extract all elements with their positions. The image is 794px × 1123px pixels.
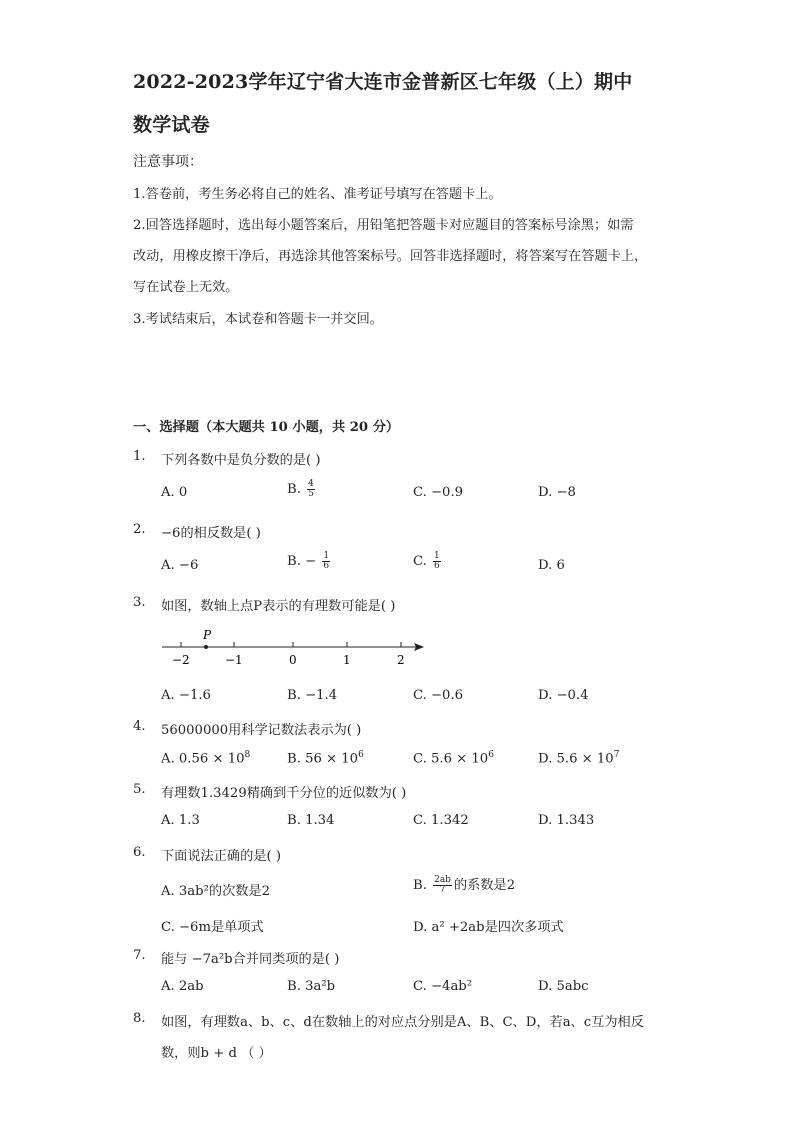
question-number: 5.: [133, 782, 146, 797]
question-text: 下列各数中是负分数的是( ): [161, 453, 321, 468]
option-label: C.: [413, 554, 427, 569]
option-a: A. 1.3: [161, 813, 200, 828]
exponent: 6: [488, 750, 494, 760]
fraction: [433, 876, 452, 895]
option-a: A. −1.6: [161, 688, 211, 703]
option-c: C. −4ab²: [413, 979, 473, 994]
numerator: 4: [308, 479, 314, 489]
question-text: 下面说法正确的是( ): [161, 849, 281, 864]
question-number: 7.: [133, 948, 146, 963]
note-2: 2.回答选择题时，选出每小题答案后，用铅笔把答题卡对应题目的答案标号涂黑；如需: [133, 218, 634, 233]
option-a: A. 0: [161, 485, 188, 500]
option-text: 的系数是2: [453, 878, 516, 893]
option-d: D. 1.343: [538, 813, 595, 828]
question-text: −6的相反数是( ): [161, 526, 261, 541]
point-label: P: [203, 628, 212, 642]
option-c: C. −6m是单项式: [161, 920, 264, 935]
section-title: 一、选择题（本大题共 10 小题，共 20 分）: [133, 420, 400, 435]
tick-label: 2: [397, 653, 405, 667]
exponent: 7: [613, 750, 620, 760]
numerator: 1: [323, 551, 330, 561]
question-text: 能与 −7a²b合并同类项的是( ): [161, 952, 340, 967]
question-number: 6.: [133, 845, 146, 860]
question-text: 如图，数轴上点P表示的有理数可能是( ): [161, 599, 396, 614]
fraction: [433, 552, 441, 571]
question-text-cont: 数，则b + d （ ）: [161, 1046, 272, 1061]
question-number: 1.: [133, 449, 146, 464]
denominator: 6: [434, 561, 440, 571]
option-b: [413, 874, 515, 895]
option-d: [538, 750, 619, 766]
denominator: 6: [323, 561, 330, 571]
tick-label: 0: [289, 653, 297, 667]
note-2-cont: 改动，用橡皮擦干净后，再选涂其他答案标号。回答非选择题时，将答案写在答题卡上，: [133, 249, 648, 264]
option-c: [413, 750, 494, 766]
option-text: C. 5.6 × 10: [413, 751, 489, 767]
option-a: A. 2ab: [161, 979, 204, 994]
question-text: 56000000用科学记数法表示为( ): [161, 723, 362, 738]
option-d: D. −8: [538, 485, 576, 500]
option-label: B. −: [287, 554, 317, 569]
notes-heading: 注意事项：: [133, 154, 203, 170]
option-c: C. −0.6: [413, 688, 464, 703]
note-2-end: 写在试卷上无效。: [133, 280, 239, 295]
page-title-line2: 数学试卷: [133, 114, 210, 136]
question-text: 如图，有理数a、b、c、d在数轴上的对应点分别是A、B、C、D，若a、c互为相反: [161, 1015, 644, 1030]
numerator: 2ab: [434, 875, 451, 885]
option-d: D. −0.4: [538, 688, 589, 703]
option-label: B.: [413, 878, 427, 893]
exponent: 6: [358, 750, 364, 760]
option-a: A. −6: [161, 558, 199, 573]
option-text: B. 56 × 10: [287, 751, 359, 767]
tick-label: −2: [172, 653, 190, 667]
tick-label: 1: [343, 653, 351, 667]
tick-label: −1: [225, 653, 243, 667]
exponent: 8: [244, 750, 251, 760]
option-b: B. 1.34: [287, 813, 335, 828]
option-c: C. 1.342: [413, 813, 469, 828]
fraction: [322, 552, 330, 571]
option-d: D. 5abc: [538, 979, 589, 994]
option-b: B. 3a²b: [287, 979, 336, 994]
question-number: 8.: [133, 1011, 146, 1026]
option-d: D. a² +2ab是四次多项式: [413, 920, 564, 935]
option-a: A. 3ab²的次数是2: [161, 884, 271, 899]
option-text: A. 0.56 × 10: [161, 751, 245, 767]
option-b: [287, 552, 332, 571]
note-3: 3.考试结束后，本试卷和答题卡一并交回。: [133, 312, 383, 327]
option-c: [413, 552, 443, 571]
number-line-figure: [158, 625, 428, 671]
option-c: C. −0.9: [413, 485, 464, 500]
denominator: 7: [439, 885, 446, 895]
fraction: [307, 480, 315, 499]
question-number: 2.: [133, 522, 146, 537]
option-text: D. 5.6 × 10: [538, 751, 614, 767]
point-p: [204, 645, 208, 649]
option-d: D. 6: [538, 558, 565, 573]
question-text: 有理数1.3429精确到千分位的近似数为( ): [161, 786, 407, 801]
option-b: [287, 480, 317, 499]
denominator: 5: [308, 489, 314, 499]
option-b: [287, 750, 364, 766]
question-number: 3.: [133, 595, 146, 610]
option-a: [161, 750, 250, 766]
question-number: 4.: [133, 719, 146, 734]
option-label: B.: [287, 482, 301, 497]
note-1: 1.答卷前，考生务必将自己的姓名、准考证号填写在答题卡上。: [133, 187, 502, 202]
option-b: B. −1.4: [287, 688, 338, 703]
numerator: 1: [434, 551, 440, 561]
page-title-line1: 2022-2023学年辽宁省大连市金普新区七年级（上）期中: [133, 71, 633, 93]
